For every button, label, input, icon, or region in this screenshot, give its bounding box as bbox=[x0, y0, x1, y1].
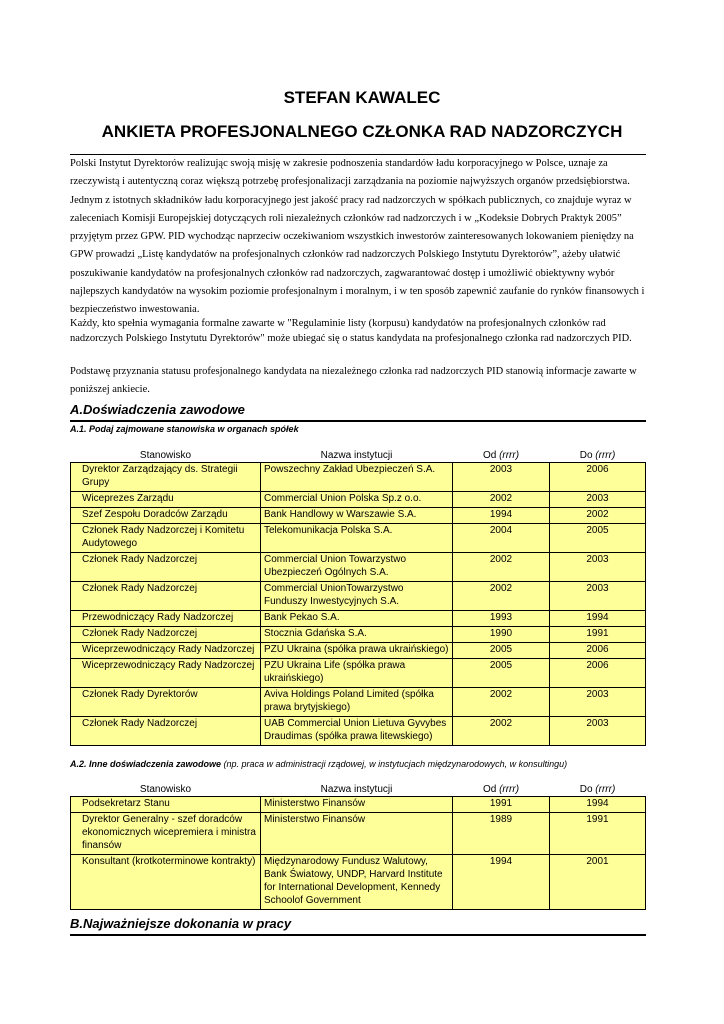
cell-position: Dyrektor Generalny - szef doradców ekonomicznych wicepremiera i ministra finansów bbox=[71, 813, 261, 855]
cell-from-year: 2002 bbox=[453, 553, 550, 582]
year-format-label: (rrrr) bbox=[595, 449, 616, 461]
candidate-name: STEFAN KAWALEC bbox=[283, 88, 441, 107]
col-to-label: Do bbox=[579, 449, 593, 461]
cell-to-year: 2003 bbox=[550, 582, 646, 611]
cell-to-year: 2005 bbox=[550, 524, 646, 553]
cell-from-year: 2003 bbox=[453, 463, 550, 492]
cell-position: Szef Zespołu Doradców Zarządu bbox=[71, 508, 261, 524]
cell-to-year: 2006 bbox=[550, 643, 646, 659]
table-row bbox=[71, 582, 646, 611]
cell-to-year: 2003 bbox=[550, 688, 646, 717]
cell-to-year: 2003 bbox=[550, 553, 646, 582]
cell-position: Członek Rady Dyrektorów bbox=[71, 688, 261, 717]
cell-institution: Commercial UnionTowarzystwo Funduszy Inwestycyjnych S.A. bbox=[261, 582, 453, 611]
cell-from-year: 1994 bbox=[453, 508, 550, 524]
positions-table-header bbox=[71, 448, 646, 463]
intro-paragraph-1: Polski Instytut Dyrektorów realizując swoją misję w zakresie podnoszenia standardów ładu korporacyjnego w Polsce, uznaje za rzeczywistą i autentyczną coraz większą potrzebę profesjonalizacji zarządzania na poziomie najwyższych organów przedsiębiorstwa. Jednym z istotnych składników ładu korporacyjnego jest jakość pracy rad nadzorczych w spółkach publicznych, co znajduje wyraz w zaleceniach Komisji Europejskiej dotyczących roli niezależnych członków rad nadzorczych i w „Kodeksie Dobrych Praktyk 2005” przyjętym przez GPW. PID wychodząc naprzeciw oczekiwaniom wszystkich inwestorów zainteresowanych lokowaniem pieniędzy na GPW prowadzi „Listę kandydatów na profesjonalnych członków rad nadzorczych Polskiego Instytutu Dyrektorów”, ażeby ułatwić poszukiwanie kandydatów na profesjonalnych członków rad nadzorczych, zagwarantować dostęp i umożliwić obiektywny wybór najlepszych kandydatów na wysokim poziomie profesjonalnym i moralnym, i w ten sposób zapewnić zaufanie do rynków finansowych i bezpieczeństwo inwestowania. bbox=[70, 158, 645, 316]
cell-position: Członek Rady Nadzorczej bbox=[71, 553, 261, 582]
document-title: ANKIETA PROFESJONALNEGO CZŁONKA RAD NADZORCZYCH bbox=[101, 122, 623, 141]
col-to-label: Do bbox=[579, 783, 593, 795]
cell-institution: Międzynarodowy Fundusz Walutowy, Bank Światowy, UNDP, Harvard Institute for International Development, Kennedy Schoolof Government bbox=[261, 855, 453, 910]
cell-to-year: 2001 bbox=[550, 855, 646, 910]
cell-position: Dyrektor Zarządzający ds. Strategii Grupy bbox=[71, 463, 261, 492]
cell-from-year: 2005 bbox=[453, 659, 550, 688]
cell-institution: Commercial Union Polska Sp.z o.o. bbox=[261, 492, 453, 508]
cell-position: Przewodniczący Rady Nadzorczej bbox=[71, 611, 261, 627]
subsection-a2-title: A.2. Inne doświadczenia zawodowe bbox=[70, 759, 222, 769]
table-row bbox=[71, 643, 646, 659]
table-row bbox=[71, 492, 646, 508]
col-position-header: Stanowisko bbox=[71, 448, 261, 463]
intro-paragraph-2: Każdy, kto spełnia wymagania formalne zawarte w "Regulaminie listy (korpusu) kandydatów na profesjonalnych członków rad nadzorczych Polskiego Instytutu Dyrektorów" może ubiegać się o status kandydata na profesjonalnego członka rad nadzorczych PID. bbox=[70, 318, 632, 344]
cell-institution: PZU Ukraina (spółka prawa ukraińskiego) bbox=[261, 643, 453, 659]
other-experience-table-header bbox=[71, 782, 646, 797]
cell-institution: Ministerstwo Finansów bbox=[261, 813, 453, 855]
cell-position: Członek Rady Nadzorczej bbox=[71, 582, 261, 611]
table-row bbox=[71, 508, 646, 524]
cell-institution: Telekomunikacja Polska S.A. bbox=[261, 524, 453, 553]
section-a-heading: A.Doświadczenia zawodowe bbox=[70, 402, 245, 417]
col-from-label: Od bbox=[482, 783, 497, 795]
cell-to-year: 1994 bbox=[550, 611, 646, 627]
col-institution-header: Nazwa instytucji bbox=[261, 782, 453, 797]
table-row bbox=[71, 627, 646, 643]
cell-to-year: 2003 bbox=[550, 492, 646, 508]
table-row bbox=[71, 659, 646, 688]
section-a-divider bbox=[70, 420, 646, 422]
section-b-heading: B.Najważniejsze dokonania w pracy bbox=[70, 916, 292, 931]
cell-position: Konsultant (krotkoterminowe kontrakty) bbox=[71, 855, 261, 910]
table-row bbox=[71, 553, 646, 582]
cell-from-year: 1991 bbox=[453, 797, 550, 813]
cell-from-year: 2002 bbox=[453, 492, 550, 508]
table-row bbox=[71, 797, 646, 813]
cell-institution: PZU Ukraina Life (spółka prawa ukraińskiego) bbox=[261, 659, 453, 688]
cell-to-year: 2006 bbox=[550, 463, 646, 492]
table-row bbox=[71, 524, 646, 553]
table-row bbox=[71, 611, 646, 627]
table-row bbox=[71, 463, 646, 492]
section-b-divider bbox=[70, 934, 646, 936]
col-position-header: Stanowisko bbox=[71, 782, 261, 797]
col-from-label: Od bbox=[482, 449, 497, 461]
cell-from-year: 2002 bbox=[453, 717, 550, 746]
positions-table bbox=[70, 448, 646, 746]
cell-institution: Commercial Union Towarzystwo Ubezpieczeń Ogólnych S.A. bbox=[261, 553, 453, 582]
table-row bbox=[71, 717, 646, 746]
table-row bbox=[71, 688, 646, 717]
cell-to-year: 2002 bbox=[550, 508, 646, 524]
intro-paragraph-3: Podstawę przyznania statusu profesjonalnego kandydata na niezależnego członka rad nadzorczych PID stanowią informacje zawarte w poniższej ankiecie. bbox=[70, 366, 637, 395]
table-row bbox=[71, 813, 646, 855]
cell-from-year: 1993 bbox=[453, 611, 550, 627]
cell-position: Wiceprezes Zarządu bbox=[71, 492, 261, 508]
col-from-header bbox=[453, 448, 550, 463]
cell-position: Wiceprzewodniczący Rady Nadzorczej bbox=[71, 659, 261, 688]
year-format-label: (rrrr) bbox=[595, 783, 616, 795]
cell-from-year: 1990 bbox=[453, 627, 550, 643]
cell-institution: Bank Pekao S.A. bbox=[261, 611, 453, 627]
col-to-header bbox=[550, 782, 646, 797]
year-format-label: (rrrr) bbox=[499, 449, 520, 461]
cell-from-year: 2005 bbox=[453, 643, 550, 659]
subsection-a2-heading bbox=[70, 759, 660, 769]
cell-to-year: 2003 bbox=[550, 717, 646, 746]
col-institution-header: Nazwa instytucji bbox=[261, 448, 453, 463]
cell-position: Członek Rady Nadzorczej bbox=[71, 717, 261, 746]
cell-position: Członek Rady Nadzorczej i Komitetu Audytowego bbox=[71, 524, 261, 553]
col-to-header bbox=[550, 448, 646, 463]
cell-to-year: 1994 bbox=[550, 797, 646, 813]
col-from-header bbox=[453, 782, 550, 797]
cell-to-year: 1991 bbox=[550, 813, 646, 855]
year-format-label: (rrrr) bbox=[499, 783, 520, 795]
cell-institution: Ministerstwo Finansów bbox=[261, 797, 453, 813]
cell-position: Podsekretarz Stanu bbox=[71, 797, 261, 813]
other-experience-table bbox=[70, 782, 646, 910]
cell-from-year: 2004 bbox=[453, 524, 550, 553]
cell-institution: Aviva Holdings Poland Limited (spółka prawa brytyjskiego) bbox=[261, 688, 453, 717]
cell-institution: Powszechny Zakład Ubezpieczeń S.A. bbox=[261, 463, 453, 492]
cell-to-year: 1991 bbox=[550, 627, 646, 643]
cell-from-year: 2002 bbox=[453, 582, 550, 611]
subsection-a2-note: (np. praca w administracji rządowej, w instytucjach międzynarodowych, w konsultingu) bbox=[221, 759, 568, 769]
cell-institution: Bank Handlowy w Warszawie S.A. bbox=[261, 508, 453, 524]
table-row bbox=[71, 855, 646, 910]
cell-from-year: 2002 bbox=[453, 688, 550, 717]
subsection-a1-heading: A.1. Podaj zajmowane stanowiska w organach spółek bbox=[70, 424, 299, 434]
cell-from-year: 1994 bbox=[453, 855, 550, 910]
cell-institution: Stocznia Gdańska S.A. bbox=[261, 627, 453, 643]
cell-position: Członek Rady Nadzorczej bbox=[71, 627, 261, 643]
cell-to-year: 2006 bbox=[550, 659, 646, 688]
cell-institution: UAB Commercial Union Lietuva Gyvybes Draudimas (spółka prawa litewskiego) bbox=[261, 717, 453, 746]
cell-from-year: 1989 bbox=[453, 813, 550, 855]
cell-position: Wiceprzewodniczący Rady Nadzorczej bbox=[71, 643, 261, 659]
